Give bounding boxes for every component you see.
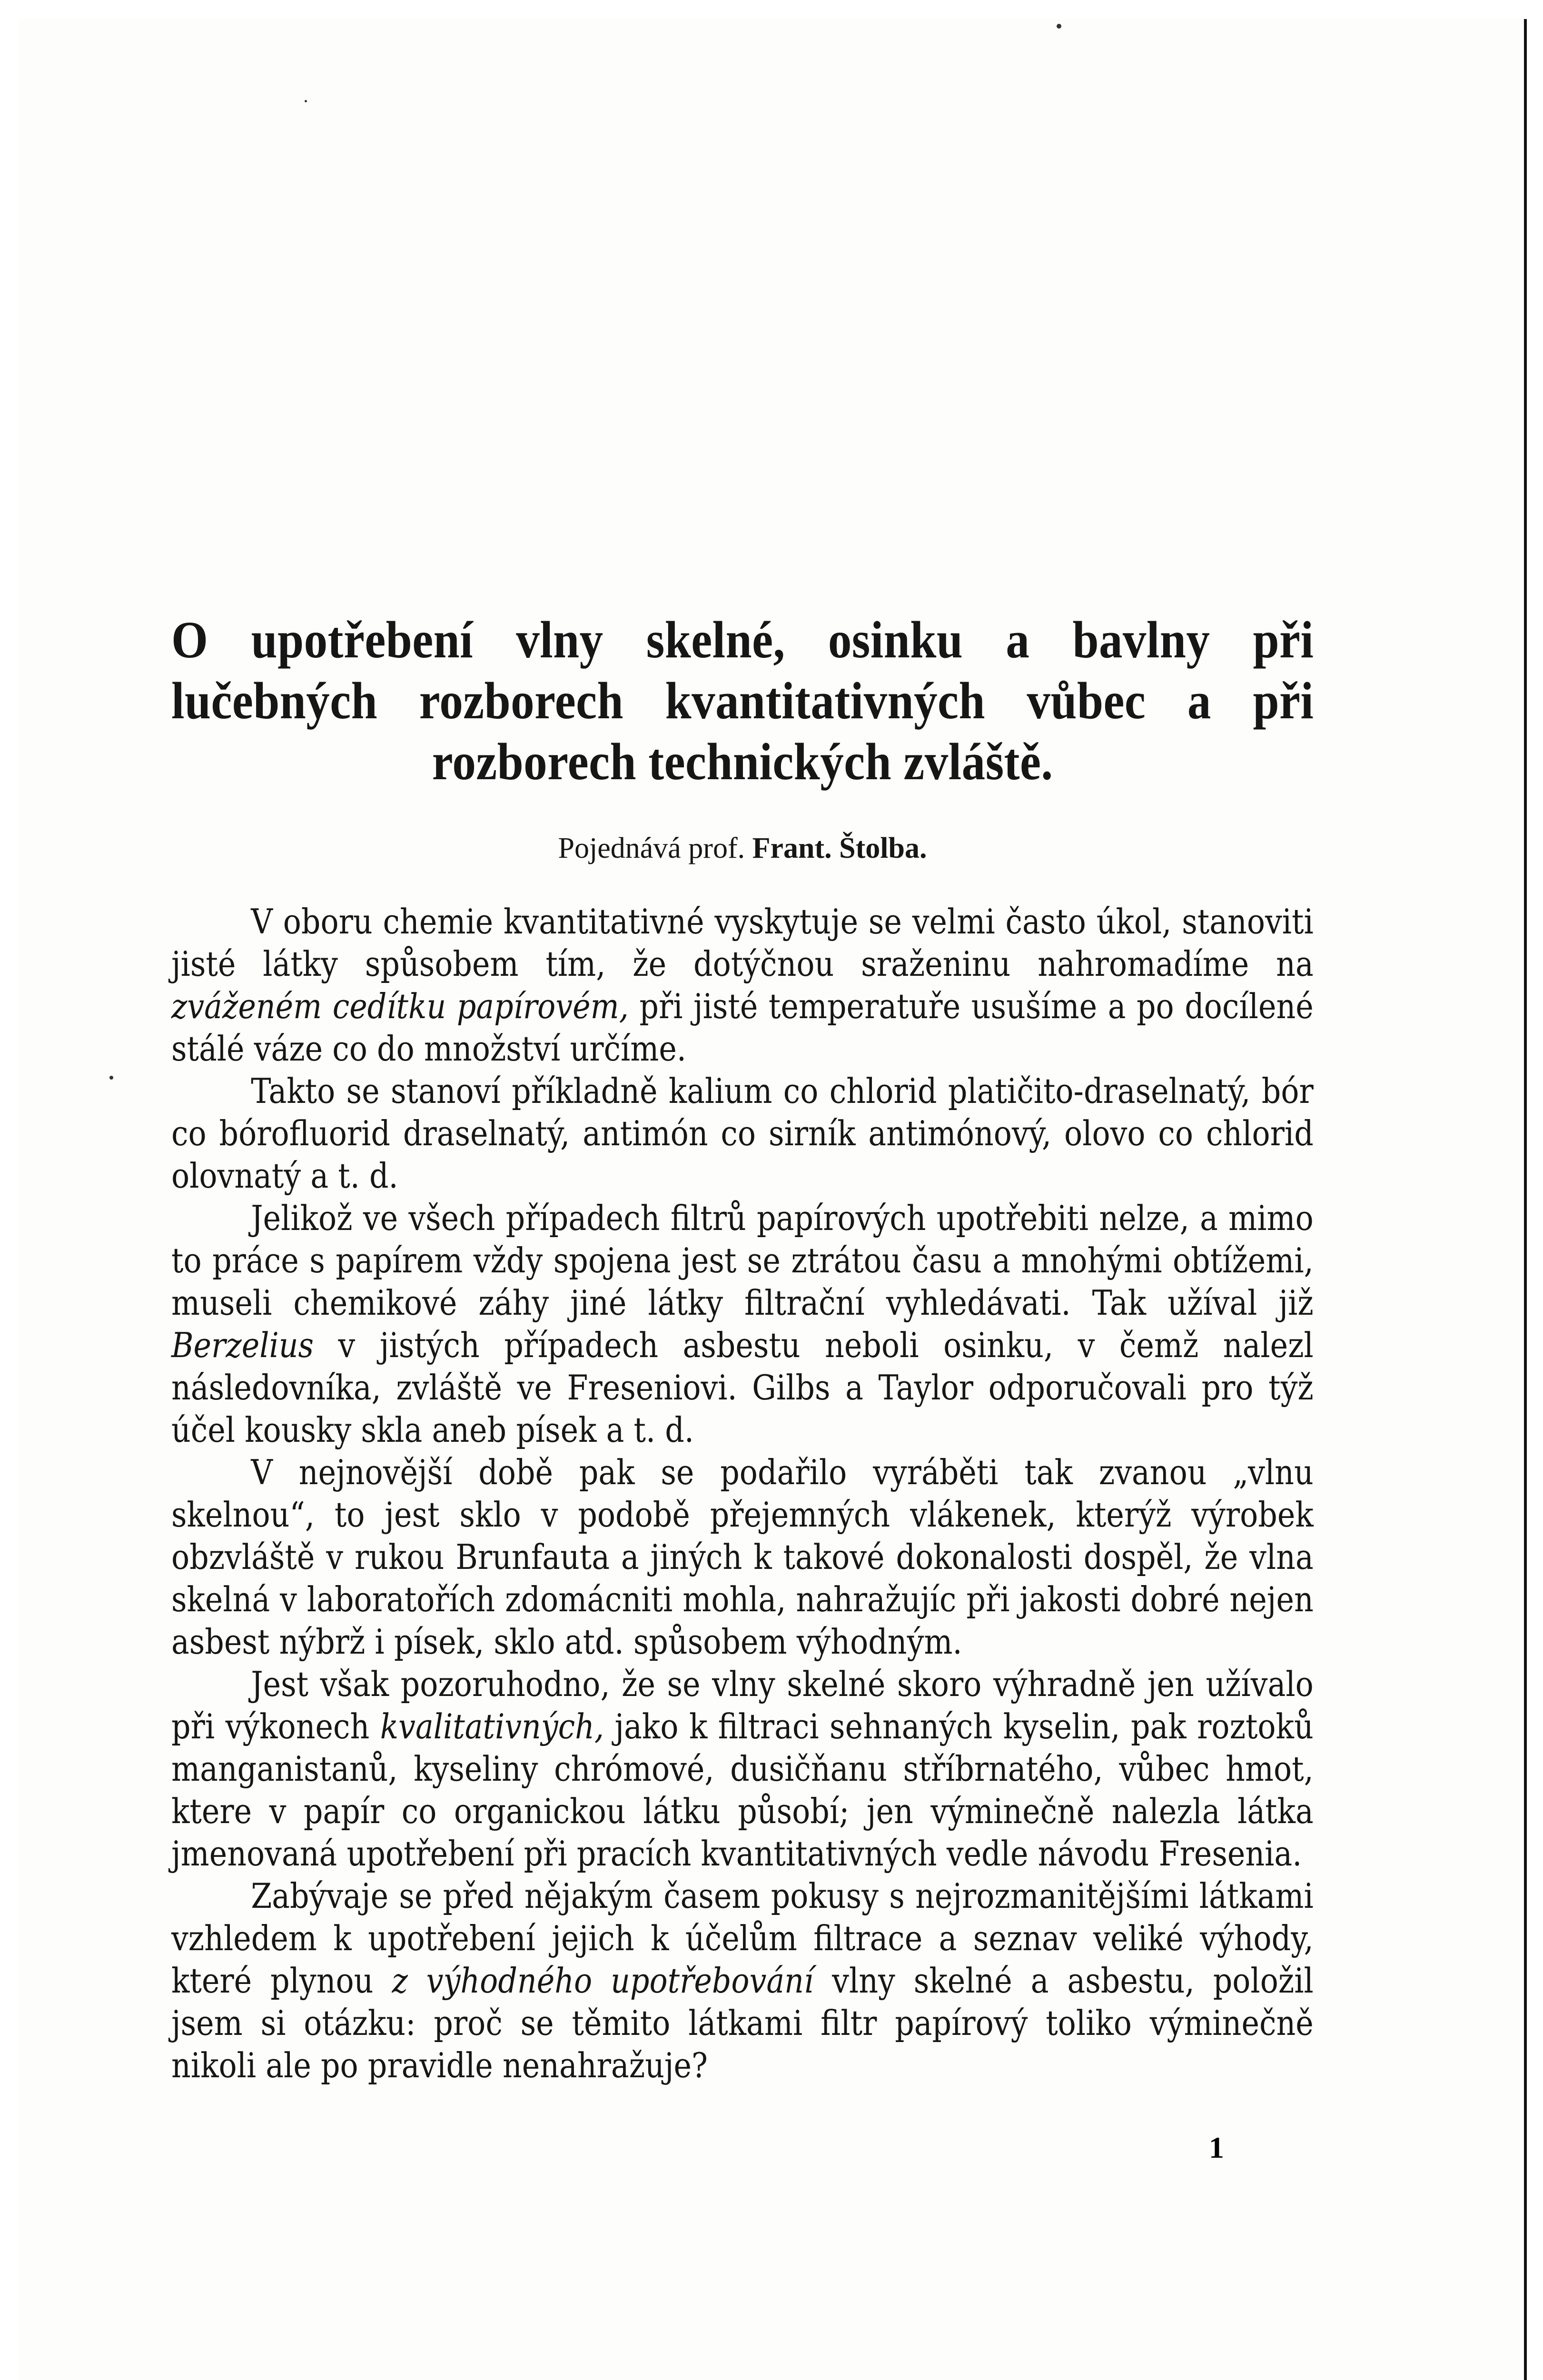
italic-run: Berzelius — [171, 1325, 314, 1365]
document-page — [19, 19, 1527, 2380]
body-paragraph — [171, 1663, 1314, 1875]
text-run: Zabývaje se před nějakým časem pokusy s nejrozmanitějšími látkami vzhledem k upotřebení jejich k účelům filtrace a seznav veliké výhody, které plynou — [171, 1876, 1314, 2001]
page-number: 1 — [1209, 2131, 1224, 2164]
text-run: V oboru chemie kvantitativné vyskytuje se velmi často úkol, stanoviti jisté látky spůsobem tím, že dotýčnou sraženinu nahromadíme na — [171, 902, 1314, 984]
scan-speck — [305, 100, 307, 102]
body-paragraph — [171, 1451, 1314, 1663]
italic-run: kvalitativných, — [380, 1706, 604, 1746]
text-run: Jelikož ve všech případech filtrů papírových upotřebiti nelze, a mimo to práce s papírem vždy spojena jest se ztrátou času a mnohými obtížemi, museli chemikové záhy jiné látky filtrační vyhledávati. Tak užíval již — [171, 1198, 1314, 1323]
author-name: Frant. Štolba. — [752, 832, 927, 864]
article-title: O upotřebení vlny skelné, osinku a bavlny při lučebných rozborech kvantitativných vůbec a při rozborech technických zvláště. — [171, 611, 1314, 791]
italic-run: z výhodného upotřebování — [392, 1961, 814, 2001]
text-run: Jest však pozoruhodno, že se vlny skelné skoro výhradně jen užívalo při výkonech — [171, 1664, 1314, 1746]
scan-speck — [1057, 24, 1061, 29]
text-run: jako k filtraci sehnaných kyselin, pak roztoků manganistanů, kyseliny chrómové, dusičňanu stříbrnatého, vůbec hmot, ktere v papír co organickou látku působí; jen výminečně nalezla látka jmenovaná upotřebení při pracích kvantitativných vedle návodu Fresenia. — [171, 1706, 1314, 1874]
italic-run: zváženém cedítku papírovém, — [171, 986, 629, 1026]
article-body — [171, 901, 1314, 2087]
body-paragraph — [171, 901, 1314, 1070]
text-run: v jistých případech asbestu neboli osinku, v čemž nalezl následovníka, zvláště ve Freseniovi. Gilbs a Taylor odporučovali pro týž účel kousky skla aneb písek a t. d. — [171, 1325, 1314, 1450]
author-line — [171, 829, 1314, 867]
body-paragraph — [171, 1197, 1314, 1451]
text-run: Takto se stanoví příkladně kalium co chlorid platičito-draselnatý, bór co bórofluorid draselnatý, antimón co sirník antimónový, olovo co chlorid olovnatý a t. d. — [171, 1071, 1314, 1196]
author-prefix: Pojednává prof. — [558, 832, 745, 864]
text-run: vlny skelné a asbestu, položil jsem si otázku: proč se těmito látkami filtr papírový toliko výminečně nikoli ale po pravidle nenahražuje? — [171, 1961, 1314, 2085]
scan-speck — [109, 1076, 113, 1080]
text-run: V nejnovější době pak se podařilo vyráběti tak zvanou „vlnu skelnou“, to jest sklo v podobě přejemných vlákenek, kterýž výrobek obzvláště v rukou Brunfauta a jiných k takové dokonalosti dospěl, že vlna skelná v laboratořích zdomácniti mohla, nahražujíc při jakosti dobré nejen asbest nýbrž i písek, sklo atd. spůsobem výhodným. — [171, 1452, 1314, 1662]
body-paragraph — [171, 1070, 1314, 1197]
text-run: při jisté temperatuře usušíme a po docílené stálé váze co do množství určíme. — [171, 986, 1314, 1069]
text-column — [171, 609, 1314, 2087]
body-paragraph — [171, 1875, 1314, 2087]
